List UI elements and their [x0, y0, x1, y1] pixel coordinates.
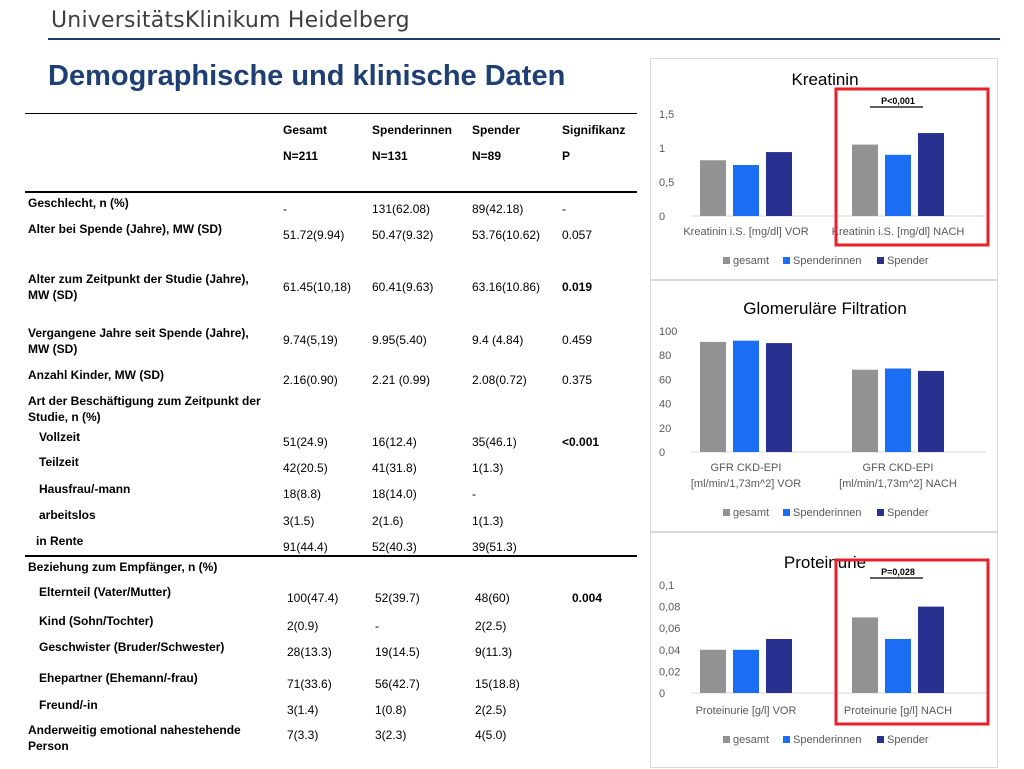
bar-spenderinnen	[885, 369, 911, 452]
x-tick-label: Proteinurie [g/l] NACH	[843, 705, 953, 717]
bar-gesamt	[700, 650, 726, 693]
y-tick-label: 0	[659, 688, 666, 700]
bar-gesamt	[852, 370, 878, 452]
table-row-label: Anderweitig emotional nahestehende Person	[28, 723, 241, 753]
chart-title: Glomeruläre Filtration	[743, 299, 907, 318]
table-row-label: Geschlecht, n (%)	[28, 196, 129, 210]
legend-label: Spenderinnen	[793, 255, 862, 267]
table-row-label: Geschwister (Bruder/Schwester)	[39, 640, 225, 654]
legend-swatch	[723, 736, 730, 743]
y-tick-label: 0,02	[659, 666, 681, 679]
y-tick-label: 100	[659, 326, 678, 338]
bar-gesamt	[852, 145, 878, 216]
significance-label: P<0,001	[881, 96, 915, 106]
chart-title: Proteinurie	[783, 553, 867, 572]
table-row-label: Vergangene Jahre seit Spende (Jahre), MW (SD)	[28, 326, 249, 356]
table-cell: -	[283, 202, 287, 216]
table-cell: 89(42.18)	[472, 202, 524, 216]
table-cell: 53.76(10.62)	[472, 228, 541, 242]
table-row-label: Art der Beschäftigung zum Zeitpunkt der Studie, n (%)	[28, 394, 261, 424]
table-cell: 71(33.6)	[287, 677, 332, 691]
table-cell: 100(47.4)	[287, 591, 339, 605]
table-cell: 3(1.4)	[287, 703, 319, 717]
x-tick-label: Proteinurie [g/l] VOR	[695, 705, 797, 717]
table-rule	[25, 191, 637, 193]
legend-swatch	[877, 509, 884, 516]
table-cell: 51.72(9.94)	[283, 228, 345, 242]
chart-svg	[651, 281, 999, 533]
table-cell: 7(3.3)	[287, 728, 319, 742]
table-header-cell: N=89	[472, 149, 502, 163]
legend-label: Spender	[887, 734, 929, 746]
legend-label: gesamt	[733, 507, 770, 519]
table-cell: 61.45(10,18)	[283, 280, 352, 294]
legend-label: Spenderinnen	[793, 507, 862, 519]
y-tick-label: 20	[659, 422, 672, 435]
bar-gesamt	[700, 160, 726, 216]
table-cell: 2(2.5)	[475, 619, 507, 633]
bar-spender	[766, 639, 792, 693]
table-cell: 9.95(5.40)	[372, 333, 427, 347]
legend-label: Spenderinnen	[793, 734, 862, 746]
bar-gesamt	[852, 617, 878, 693]
table-row-label: Kind (Sohn/Tochter)	[39, 614, 154, 628]
table-cell: 15(18.8)	[475, 677, 520, 691]
bar-spender	[918, 371, 944, 452]
table-cell: 2(1.6)	[372, 514, 404, 528]
table-cell: 2.16(0.90)	[283, 373, 338, 387]
legend-label: gesamt	[733, 255, 770, 267]
table-cell: 63.16(10.86)	[472, 280, 541, 294]
y-tick-label: 0	[659, 447, 666, 459]
table-row-label: Freund/-in	[39, 698, 98, 712]
bar-gesamt	[700, 342, 726, 452]
table-header-cell: N=131	[372, 149, 408, 163]
table-cell: 1(0.8)	[375, 703, 407, 717]
y-tick-label: 1	[659, 143, 666, 155]
legend-swatch	[877, 257, 884, 264]
table-cell: 9.74(5,19)	[283, 333, 338, 347]
bar-spenderinnen	[733, 650, 759, 693]
table-rule	[25, 555, 637, 557]
table-header-cell: Gesamt	[283, 123, 328, 137]
y-tick-label: 0,06	[659, 623, 681, 636]
table-cell: 9.4 (4.84)	[472, 333, 524, 347]
table-cell: <0.001	[562, 435, 600, 449]
table-cell: 51(24.9)	[283, 435, 328, 449]
table-cell: 41(31.8)	[372, 461, 417, 475]
table-row-label: Elternteil (Vater/Mutter)	[39, 585, 172, 599]
y-tick-label: 60	[659, 374, 672, 387]
table-header-cell: Spenderinnen	[372, 123, 453, 137]
table-cell: 2.21 (0.99)	[372, 373, 431, 387]
bar-spenderinnen	[733, 341, 759, 452]
table-row-label: Teilzeit	[39, 455, 79, 469]
table-cell: 56(42.7)	[375, 677, 420, 691]
chart-proteinurie	[650, 532, 998, 768]
table-cell: 2.08(0.72)	[472, 373, 527, 387]
chart-kreatinin	[650, 58, 998, 280]
x-tick-label: [ml/min/1,73m^2] NACH	[839, 478, 957, 490]
table-cell: 131(62.08)	[372, 202, 431, 216]
y-tick-label: 0,04	[659, 644, 681, 657]
table-cell: 3(2.3)	[375, 728, 407, 742]
y-tick-label: 0,08	[659, 601, 681, 614]
table-cell: 48(60)	[475, 591, 510, 605]
y-tick-label: 0,1	[659, 580, 675, 592]
legend-swatch	[723, 509, 730, 516]
chart-glomerulaere-filtration	[650, 280, 998, 532]
table-cell: 42(20.5)	[283, 461, 328, 475]
legend-swatch	[723, 257, 730, 264]
legend-label: Spender	[887, 255, 929, 267]
table-header-cell: Spender	[472, 123, 521, 137]
bar-spender	[766, 152, 792, 216]
table-cell: 0.019	[562, 280, 593, 294]
x-tick-label: Kreatinin i.S. [mg/dl] VOR	[683, 226, 809, 238]
significance-label: P=0,028	[881, 567, 915, 577]
x-tick-label: GFR CKD-EPI	[710, 462, 782, 474]
table-cell: 1(1.3)	[472, 461, 504, 475]
bar-spender	[918, 133, 944, 216]
table-row-label: in Rente	[36, 534, 84, 548]
table-cell: 0.459	[562, 333, 593, 347]
legend-label: gesamt	[733, 734, 770, 746]
table-cell: 1(1.3)	[472, 514, 504, 528]
y-tick-label: 80	[659, 350, 672, 363]
table-row-label: Anzahl Kinder, MW (SD)	[28, 368, 164, 382]
table-row-label: Hausfrau/-mann	[39, 482, 131, 496]
y-tick-label: 40	[659, 398, 672, 411]
table-cell: 16(12.4)	[372, 435, 417, 449]
table-cell: 18(8.8)	[283, 487, 322, 501]
table-cell: -	[375, 619, 379, 633]
legend-swatch	[783, 257, 790, 264]
table-row-label: Beziehung zum Empfänger, n (%)	[28, 560, 218, 574]
table-header-cell: P	[562, 149, 571, 163]
bar-spenderinnen	[885, 639, 911, 693]
table-row-label: Alter zum Zeitpunkt der Studie (Jahre), MW (SD)	[28, 272, 249, 302]
y-tick-label: 1,5	[659, 109, 675, 121]
table-cell: 28(13.3)	[287, 645, 332, 659]
table-row-label: Vollzeit	[39, 430, 81, 444]
table-cell: -	[562, 202, 566, 216]
table-cell: 2(0.9)	[287, 619, 319, 633]
table-cell: 18(14.0)	[372, 487, 417, 501]
legend-label: Spender	[887, 507, 929, 519]
table-rule	[25, 113, 637, 114]
table-cell: 91(44.4)	[283, 540, 328, 554]
table-cell: 9(11.3)	[475, 645, 513, 659]
table-cell: 4(5.0)	[475, 728, 507, 742]
bar-spender	[766, 343, 792, 452]
table-cell: 19(14.5)	[375, 645, 420, 659]
page-title: Demographische und klinische Daten	[48, 60, 566, 92]
legend-swatch	[783, 509, 790, 516]
table-row-label: Ehepartner (Ehemann/-frau)	[39, 671, 198, 685]
table-cell: 3(1.5)	[283, 514, 315, 528]
table-header-cell: Signifikanz	[562, 123, 626, 137]
legend-swatch	[783, 736, 790, 743]
table-cell: 2(2.5)	[475, 703, 507, 717]
table-cell: 52(40.3)	[372, 540, 417, 554]
table-cell: 50.47(9.32)	[372, 228, 434, 242]
x-tick-label: [ml/min/1,73m^2] VOR	[690, 478, 802, 490]
bar-spenderinnen	[885, 155, 911, 216]
legend-swatch	[877, 736, 884, 743]
y-tick-label: 0,5	[659, 177, 675, 189]
chart-svg	[651, 533, 999, 769]
table-header-cell: N=211	[283, 149, 319, 163]
y-tick-label: 0	[659, 211, 666, 223]
table-row-label: Alter bei Spende (Jahre), MW (SD)	[28, 222, 223, 236]
table-cell: -	[472, 487, 476, 501]
bar-spenderinnen	[733, 165, 759, 216]
chart-title: Kreatinin	[791, 70, 859, 89]
demographics-table	[25, 113, 637, 768]
x-tick-label: Kreatinin i.S. [mg/dl] NACH	[831, 226, 965, 238]
brand-logo-text: UniversitätsKlinikum Heidelberg	[51, 8, 410, 33]
table-cell: 60.41(9.63)	[372, 280, 434, 294]
table-cell: 0.057	[562, 228, 593, 242]
table-cell: 39(51.3)	[472, 540, 517, 554]
table-cell: 35(46.1)	[472, 435, 517, 449]
table-cell: 0.004	[572, 591, 603, 605]
bar-spender	[918, 607, 944, 693]
header-divider	[48, 38, 1000, 40]
table-cell: 0.375	[562, 373, 593, 387]
table-cell: 52(39.7)	[375, 591, 420, 605]
x-tick-label: GFR CKD-EPI	[862, 462, 934, 474]
table-row-label: arbeitslos	[39, 508, 96, 522]
chart-svg	[651, 59, 999, 281]
